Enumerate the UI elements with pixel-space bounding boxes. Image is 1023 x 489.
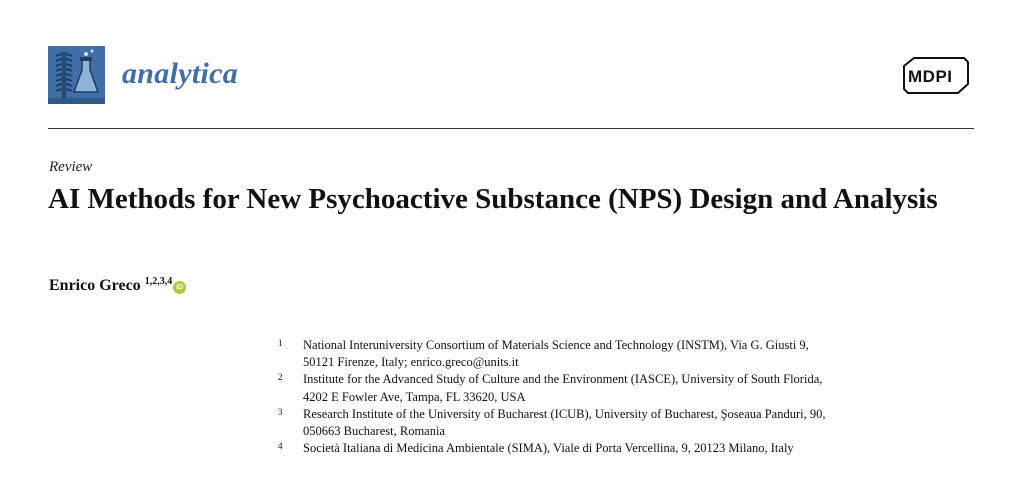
affiliation-number: 1 (278, 338, 283, 348)
affiliation-number: 3 (278, 406, 283, 417)
affiliation-item (276, 371, 976, 405)
journal-logo-icon (48, 46, 105, 104)
affiliation-list (276, 337, 976, 457)
author-name: Enrico Greco (49, 277, 141, 294)
publisher-name: MDPI (908, 67, 953, 86)
affiliation-text-line: Institute for the Advanced Study of Culture and the Environment (IASCE), University of South Florida, (303, 372, 823, 387)
affiliation-text-line: 50121 Firenze, Italy; enrico.greco@units.it (303, 355, 519, 370)
article-title: AI Methods for New Psychoactive Substance (NPS) Design and Analysis (48, 183, 938, 215)
journal-name: analytica (122, 57, 239, 90)
affiliation-text-line: National Interuniversity Consortium of Materials Science and Technology (INSTM), Via G. Giusti 9, (303, 338, 809, 352)
affiliation-item (276, 337, 976, 371)
affiliation-item (276, 440, 976, 457)
affiliation-text-line: Research Institute of the University of Bucharest (ICUB), University of Bucharest, Şoseaua Panduri, 90, (303, 406, 826, 421)
header-divider (48, 128, 974, 129)
affiliation-text-line: 050663 Bucharest, Romania (303, 424, 445, 439)
affiliation-text-line: 4202 E Fowler Ave, Tampa, FL 33620, USA (303, 389, 526, 404)
affiliation-item (276, 406, 976, 440)
affiliation-number: 4 (278, 441, 283, 452)
affiliation-number: 2 (278, 372, 283, 383)
author-line (49, 276, 186, 295)
affiliation-text-line: Società Italiana di Medicina Ambientale (SIMA), Viale di Porta Vercellina, 9, 20123 Milano, Italy (303, 441, 794, 456)
author-affiliation-refs[interactable]: 1,2,3,4 (144, 276, 173, 287)
article-type: Review (49, 159, 93, 175)
orcid-icon[interactable]: iD (173, 281, 186, 294)
